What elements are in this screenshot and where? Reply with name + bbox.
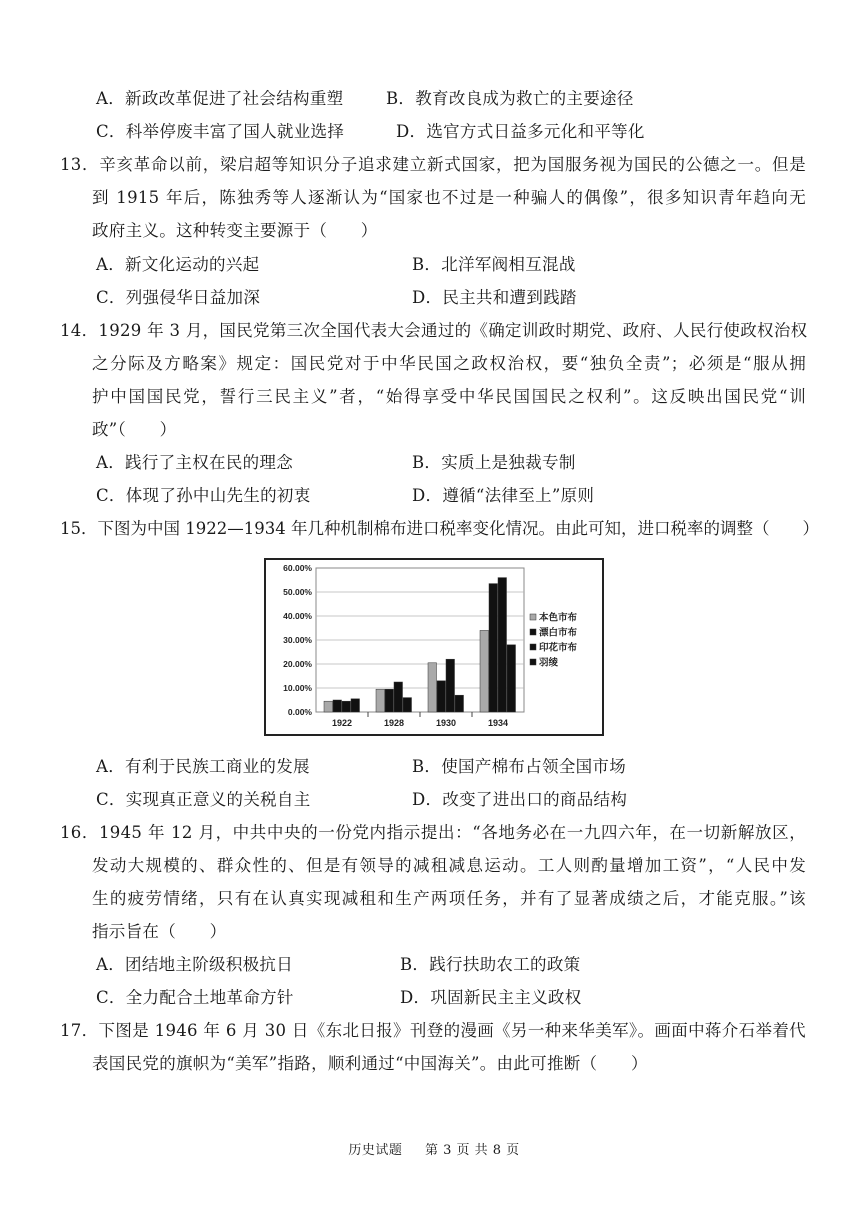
y-tick-label: 40.00% <box>283 611 312 621</box>
x-tick-label: 1934 <box>487 718 509 728</box>
q16-stem-line2: 发动大规模的、群众性的、但是有领导的减租减息运动。工人则酌量增加工资”，“人民中发 <box>92 856 806 875</box>
q17-stem-line2: 表国民党的旗帜为“美军”指路，顺利通过“中国海关”。由此可推断（ ） <box>92 1054 648 1073</box>
bar-漂白市布-1934 <box>489 584 498 712</box>
q12-option-d[interactable]: D．选官方式日益多元化和平等化 <box>396 122 645 141</box>
bar-本色市布-1928 <box>376 689 385 712</box>
q16-option-d[interactable]: D．巩固新民主主义政权 <box>400 988 582 1007</box>
q14-stem-line1: 14．1929 年 3 月，国民党第三次全国代表大会通过的《确定训政时期党、政府、人民行使政权治权 <box>60 321 808 340</box>
q16-option-a[interactable]: A．团结地主阶级积极抗日 <box>96 955 294 974</box>
bar-印花市布-1922 <box>342 701 351 712</box>
q14-option-b[interactable]: B．实质上是独裁专制 <box>412 453 576 472</box>
bar-羽绫-1928 <box>403 698 412 712</box>
y-tick-label: 60.00% <box>283 563 312 573</box>
q14-stem-line2: 之分际及方略案》规定：国民党对于中华民国之政权治权，要“独负全责”；必须是“服从拥 <box>92 354 806 373</box>
legend-swatch-印花市布 <box>530 644 536 650</box>
bar-羽绫-1930 <box>455 695 464 712</box>
y-tick-label: 10.00% <box>283 683 312 693</box>
legend-swatch-羽绫 <box>530 659 536 665</box>
bar-本色市布-1930 <box>428 663 437 712</box>
q13-stem-line3: 政府主义。这种转变主要源于（ ） <box>92 221 378 240</box>
legend-swatch-本色市布 <box>530 614 536 620</box>
q15-stem-line1: 15．下图为中国 1922—1934 年几种机制棉布进口税率变化情况。由此可知，进口税率的调整（ ） <box>60 519 819 538</box>
q15-option-c[interactable]: C．实现真正意义的关税自主 <box>96 790 311 809</box>
q16-stem-line4: 指示旨在（ ） <box>92 922 227 941</box>
q13-option-a[interactable]: A．新文化运动的兴起 <box>96 255 260 274</box>
q14-stem-line4: 政”（ ） <box>92 420 177 439</box>
q14-stem-line3: 护中国国民党，誓行三民主义”者，“始得享受中华民国国民之权利”。这反映出国民党“训 <box>92 387 806 406</box>
y-tick-label: 30.00% <box>283 635 312 645</box>
bar-羽绫-1922 <box>351 699 360 712</box>
q13-option-b[interactable]: B．北洋军阀相互混战 <box>412 255 576 274</box>
q17-stem-line1: 17．下图是 1946 年 6 月 30 日《东北日报》刊登的漫画《另一种来华美军》。画面中蒋介石举着代 <box>60 1021 806 1040</box>
q16-option-c[interactable]: C．全力配合土地革命方针 <box>96 988 294 1007</box>
bar-漂白市布-1922 <box>333 700 342 712</box>
q13-stem-line2: 到 1915 年后，陈独秀等人逐渐认为“国家也不过是一种骗人的偶像”，很多知识青年趋向无 <box>92 188 806 207</box>
q16-stem-line1: 16．1945 年 12 月，中共中央的一份党内指示提出：“各地务必在一九四六年，在一切新解放区， <box>60 823 806 842</box>
legend-label-漂白市布: 漂白市布 <box>539 627 578 639</box>
y-tick-label: 50.00% <box>283 587 312 597</box>
x-tick-label: 1930 <box>435 718 457 728</box>
bar-印花市布-1928 <box>394 682 403 712</box>
q13-option-d[interactable]: D．民主共和遭到践踏 <box>412 288 577 307</box>
q13-stem-line1: 13．辛亥革命以前，梁启超等知识分子追求建立新式国家，把为国服务视为国民的公德之一。但是 <box>60 155 806 174</box>
bar-本色市布-1934 <box>480 630 489 712</box>
legend-label-羽绫: 羽绫 <box>539 657 559 669</box>
q14-option-c[interactable]: C．体现了孙中山先生的初衷 <box>96 486 311 505</box>
legend-label-本色市布: 本色市布 <box>539 612 578 624</box>
q13-option-c[interactable]: C．列强侵华日益加深 <box>96 288 261 307</box>
bar-印花市布-1934 <box>498 578 507 712</box>
bar-漂白市布-1930 <box>437 681 446 712</box>
page-footer <box>0 1139 868 1158</box>
legend-swatch-漂白市布 <box>530 629 536 635</box>
legend-label-印花市布: 印花市布 <box>539 642 578 654</box>
q15-option-a[interactable]: A．有利于民族工商业的发展 <box>96 757 310 776</box>
q12-option-b[interactable]: B．教育改良成为救亡的主要途径 <box>386 89 634 108</box>
q14-option-a[interactable]: A．践行了主权在民的理念 <box>96 453 294 472</box>
q15-option-d[interactable]: D．改变了进出口的商品结构 <box>412 790 628 809</box>
footer-page-number: 第 3 页 共 8 页 <box>424 1143 520 1158</box>
tariff-bar-chart <box>264 558 604 736</box>
q12-option-a[interactable]: A．新政改革促进了社会结构重塑 <box>96 89 344 108</box>
footer-subject: 历史试题 <box>348 1143 403 1158</box>
q14-option-d[interactable]: D．遵循“法律至上”原则 <box>412 486 595 505</box>
bar-本色市布-1922 <box>324 701 333 712</box>
q12-option-c[interactable]: C．科举停废丰富了国人就业选择 <box>96 122 345 141</box>
q16-stem-line3: 生的疲劳情绪，只有在认真实现减租和生产两项任务，并有了显著成绩之后，才能克服。”该 <box>92 889 806 908</box>
chart-svg <box>266 560 602 734</box>
bar-羽绫-1934 <box>507 645 516 712</box>
bar-印花市布-1930 <box>446 659 455 712</box>
y-tick-label: 0.00% <box>287 707 312 717</box>
y-tick-label: 20.00% <box>283 659 312 669</box>
q16-option-b[interactable]: B．践行扶助农工的政策 <box>400 955 581 974</box>
bar-漂白市布-1928 <box>385 689 394 712</box>
x-tick-label: 1928 <box>383 718 405 728</box>
x-tick-label: 1922 <box>331 718 353 728</box>
q15-option-b[interactable]: B．使国产棉布占领全国市场 <box>412 757 627 776</box>
